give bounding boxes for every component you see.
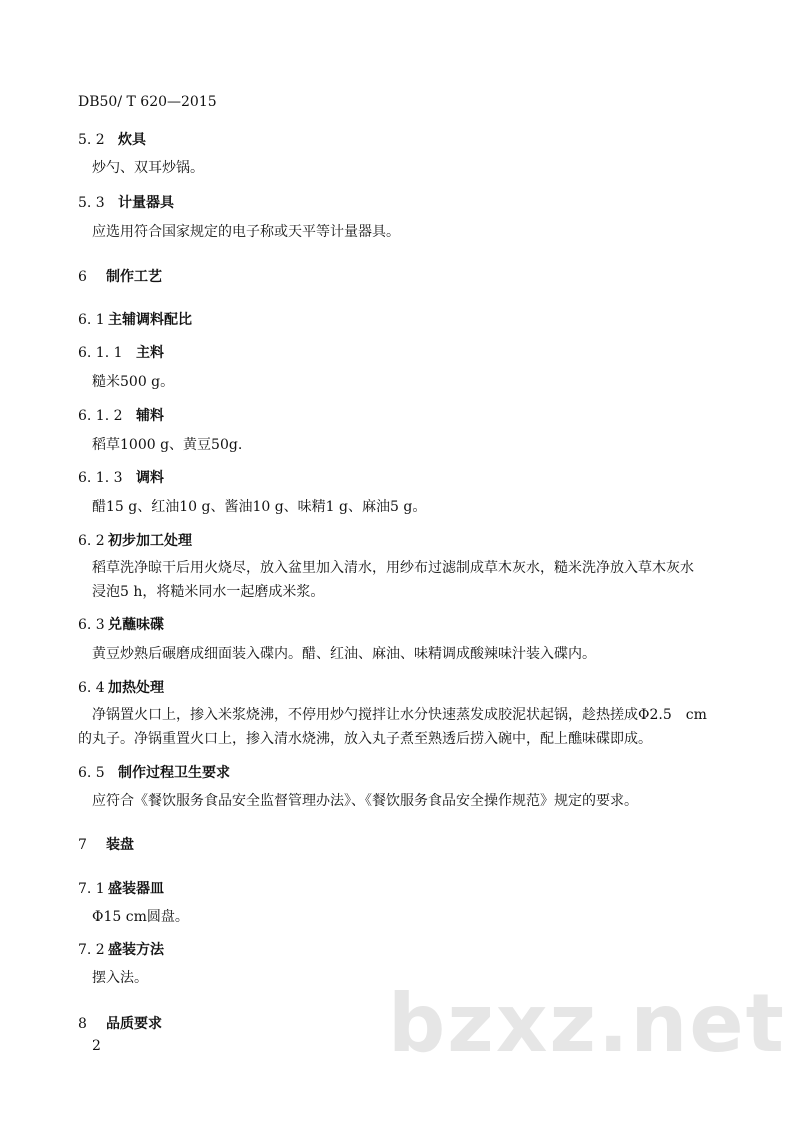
section-title: 制作工艺: [106, 269, 162, 285]
section-title: 主辅调料配比: [108, 312, 192, 328]
section-body: Φ15 cm圆盘。: [92, 909, 189, 925]
section-title: 初步加工处理: [108, 533, 192, 549]
section-heading: [78, 309, 192, 329]
section-title: 加热处理: [108, 680, 164, 696]
section-number: 6. 2: [78, 533, 105, 549]
section-heading: [78, 129, 146, 149]
section-body: 应符合《餐饮服务食品安全监督管理办法》、《餐饮服务食品安全操作规范》规定的要求。: [92, 793, 638, 809]
section-title: 辅料: [136, 408, 164, 424]
section-number: 6. 1. 2: [78, 408, 123, 424]
watermark: bzxz.net: [388, 977, 786, 1070]
section-body: 摆入法。: [92, 970, 148, 986]
section-heading: [78, 834, 134, 854]
section-heading: [78, 878, 164, 898]
section-heading: [78, 530, 192, 550]
section-number: 8: [78, 1016, 87, 1032]
section-heading: [78, 762, 230, 782]
section-heading: [78, 467, 164, 487]
section-title: 制作过程卫生要求: [118, 765, 230, 781]
section-title: 主料: [136, 345, 164, 361]
section-number: 6. 1. 1: [78, 345, 123, 361]
section-title: 品质要求: [106, 1016, 162, 1032]
section-number: 6: [78, 269, 87, 285]
page-number: 2: [92, 1038, 101, 1054]
section-number: 7. 2: [78, 942, 105, 958]
section-heading: [78, 342, 164, 362]
section-heading: [78, 939, 164, 959]
section-number: 7. 1: [78, 881, 105, 897]
section-body: 稻草洗净晾干后用火烧尽，放入盆里加入清水，用纱布过滤制成草木灰水，糙米洗净放入草木灰水浸泡5 h，将糙米同水一起磨成米浆。: [92, 560, 694, 600]
section-number: 6. 5: [78, 765, 105, 781]
section-title: 装盘: [106, 837, 134, 853]
section-heading: [78, 614, 164, 634]
section-title: 盛装方法: [108, 942, 164, 958]
section-body: 应选用符合国家规定的电子称或天平等计量器具。: [92, 224, 400, 240]
section-number: 6. 1. 3: [78, 470, 123, 486]
section-heading: [78, 266, 162, 286]
section-number: 6. 4: [78, 680, 105, 696]
section-body: 黄豆炒熟后碾磨成细面装入碟内。醋、红油、麻油、味精调成酸辣味汁装入碟内。: [92, 646, 596, 662]
section-number: 6. 3: [78, 617, 105, 633]
section-number: 5. 3: [78, 195, 105, 211]
section-heading: [78, 1013, 162, 1033]
section-body: 醋15 g、红油10 g、酱油10 g、味精1 g、麻油5 g。: [92, 499, 427, 515]
section-body: 稻草1000 g、黄豆50g.: [92, 437, 243, 453]
section-body: 糙米500 g。: [92, 374, 175, 390]
section-title: 炊具: [118, 132, 146, 148]
section-heading: [78, 677, 164, 697]
section-heading: [78, 192, 174, 212]
section-title: 兑蘸味碟: [108, 617, 164, 633]
section-heading: [78, 405, 164, 425]
section-number: 5. 2: [78, 132, 105, 148]
document-code: DB50/ T 620—2015: [78, 94, 217, 110]
section-body: 炒勺、双耳炒锅。: [92, 160, 204, 176]
section-title: 盛装器皿: [108, 881, 164, 897]
section-title: 计量器具: [118, 195, 174, 211]
section-title: 调料: [136, 470, 164, 486]
section-number: 6. 1: [78, 312, 105, 328]
section-body: 净锅置火口上，掺入米浆烧沸，不停用炒勺搅拌让水分快速蒸发成胶泥状起锅，趁热搓成Φ2.5 cm的丸子。净锅重置火口上，掺入清水烧沸，放入丸子煮至熟透后捞入碗中，配上醮味碟即成。: [78, 707, 707, 747]
section-number: 7: [78, 837, 87, 853]
